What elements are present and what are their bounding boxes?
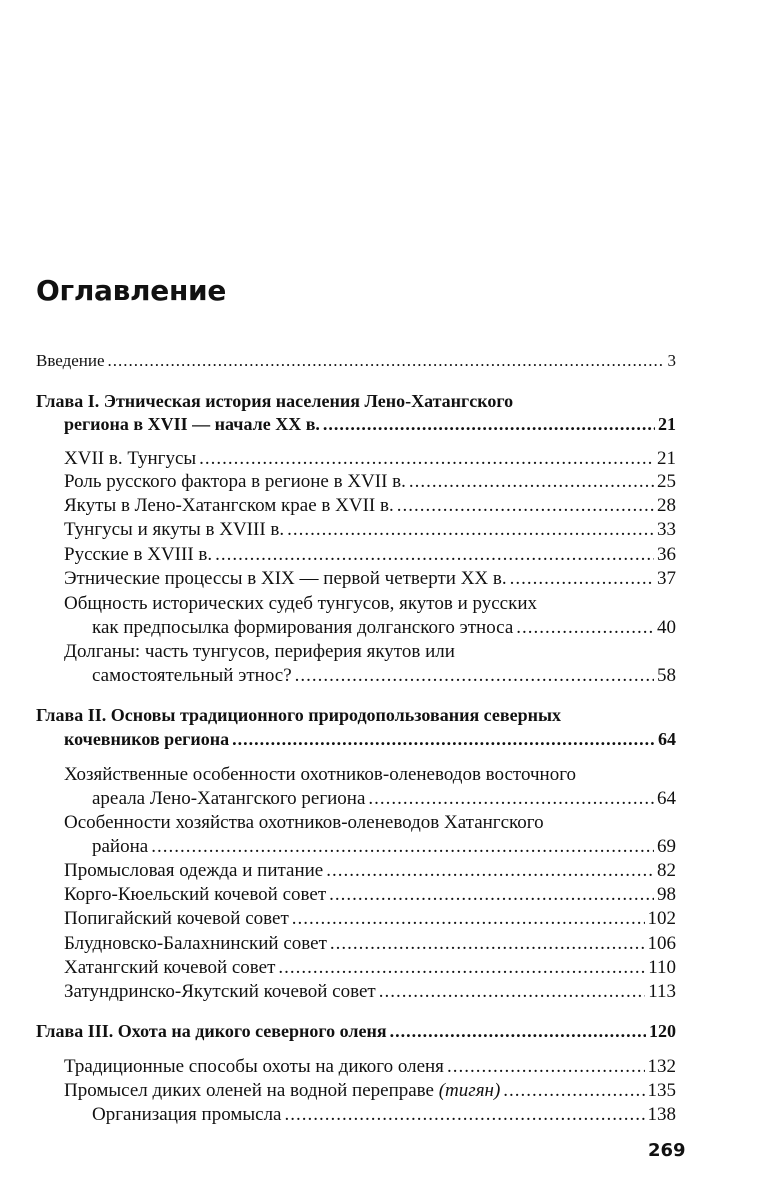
leader-dots (326, 859, 654, 883)
toc-entry-intro (36, 349, 676, 373)
toc-entry-title: самостоятельный этнос? (92, 665, 292, 686)
toc-entry-title: Традиционные способы охоты на дикого оленя (64, 1056, 444, 1077)
leader-dots (108, 349, 665, 373)
toc-entry-page: 113 (648, 981, 676, 1002)
toc-entry-page: 64 (657, 788, 676, 809)
toc-entry-title-italic: (тигян) (438, 1080, 501, 1101)
leader-dots (447, 1055, 645, 1079)
toc-entry (64, 956, 676, 980)
toc-entry (64, 883, 676, 907)
toc-entry-title: Блудновско-Балахнинский совет (64, 933, 327, 954)
toc-entry-page: 58 (657, 665, 676, 686)
leader-dots (409, 470, 654, 494)
leader-dots (510, 567, 654, 591)
leader-dots (329, 883, 654, 907)
toc-entry-line1: Особенности хозяйства охотников-оленеводов Хатангского (64, 812, 544, 833)
toc-entry (92, 787, 676, 811)
toc-entry-page: 102 (647, 908, 676, 929)
toc-entry-title: Русские в XVIII в. (64, 544, 213, 565)
toc-chapter-1-line1: Глава I. Этническая история населения Лено-Хатангского (36, 391, 514, 411)
leader-dots (199, 447, 654, 471)
toc-entry-title: Этнические процессы в XIX — первой четверти XX в. (64, 568, 507, 589)
toc-entry (64, 932, 676, 956)
toc-chapter-2-line1: Глава II. Основы традиционного природопользования северных (36, 705, 562, 725)
toc-entry-title: Попигайский кочевой совет (64, 908, 289, 929)
toc-entry-page: 3 (667, 351, 676, 370)
toc-entry-page: 21 (657, 448, 676, 469)
toc-entry (64, 447, 676, 471)
toc-entry-title: региона в XVII — начале XX в. (64, 414, 320, 434)
toc-chapter-2 (64, 727, 676, 751)
toc-entry-page: 135 (647, 1080, 676, 1101)
toc-entry (92, 1103, 676, 1127)
toc-entry-title: района (92, 836, 149, 857)
toc-entry (64, 518, 676, 542)
leader-dots (379, 980, 646, 1004)
page-title: Оглавление (36, 274, 227, 307)
page-number: 269 (648, 1140, 686, 1161)
toc-entry-title: Введение (36, 351, 105, 370)
leader-dots (292, 907, 645, 931)
toc-entry-title: Организация промысла (92, 1104, 282, 1125)
leader-dots (397, 494, 654, 518)
toc-entry-line1: Хозяйственные особенности охотников-оленеводов восточного (64, 764, 577, 785)
leader-dots (278, 956, 645, 980)
toc-entry-line1: Долганы: часть тунгусов, периферия якутов или (64, 641, 455, 662)
toc-entry-title: Затундринско-Якутский кочевой совет (64, 981, 376, 1002)
toc-entry-title: кочевников региона (64, 729, 230, 749)
toc-entry-page: 64 (658, 729, 676, 749)
toc-entry-title: Корго-Кюельский кочевой совет (64, 884, 327, 905)
leader-dots (151, 835, 654, 859)
leader-dots (323, 412, 655, 436)
toc-entry-page: 110 (648, 957, 676, 978)
toc-entry-title: Роль русского фактора в регионе в XVII в. (64, 471, 406, 492)
toc-entry-page: 106 (647, 933, 676, 954)
toc-entry-page: 33 (657, 519, 676, 540)
toc-entry-page: 132 (647, 1056, 676, 1077)
toc-entry-page: 21 (658, 414, 676, 434)
leader-dots (295, 664, 654, 688)
toc-entry-page: 40 (657, 617, 676, 638)
toc-entry-page: 98 (657, 884, 676, 905)
leader-dots (368, 787, 654, 811)
leader-dots (390, 1019, 646, 1043)
toc-entry (92, 664, 676, 688)
toc-entry-title (64, 1079, 500, 1103)
toc-entry (64, 567, 676, 591)
toc-chapter-3 (36, 1019, 676, 1043)
toc-entry-page: 82 (657, 860, 676, 881)
toc-entry-title: Тунгусы и якуты в XVIII в. (64, 519, 285, 540)
leader-dots (330, 932, 645, 956)
toc-entry-page: 37 (657, 568, 676, 589)
toc-entry (64, 543, 676, 567)
toc-entry-title: Хатангский кочевой совет (64, 957, 276, 978)
leader-dots (503, 1079, 644, 1103)
toc-entry-title-main: Промысел диких оленей на водной переправе (64, 1080, 434, 1101)
toc-entry (92, 616, 676, 640)
toc-entry (64, 470, 676, 494)
toc-entry-title: ареала Лено-Хатангского региона (92, 788, 366, 809)
toc-entry-page: 69 (657, 836, 676, 857)
toc-entry-title: XVII в. Тунгусы (64, 448, 197, 469)
leader-dots (232, 727, 655, 751)
toc-entry (64, 494, 676, 518)
toc-entry (64, 907, 676, 931)
toc-entry-title: как предпосылка формирования долганского этноса (92, 617, 514, 638)
toc-entry (64, 980, 676, 1004)
leader-dots (215, 543, 654, 567)
leader-dots (285, 1103, 645, 1127)
toc-entry-page: 138 (647, 1104, 676, 1125)
leader-dots (287, 518, 654, 542)
toc-entry-title: Глава III. Охота на дикого северного оленя (36, 1021, 387, 1041)
toc-entry-line1: Общность исторических судеб тунгусов, якутов и русских (64, 593, 538, 614)
toc-entry-page: 36 (657, 544, 676, 565)
toc-entry-title: Промысловая одежда и питание (64, 860, 324, 881)
toc-entry-page: 120 (649, 1021, 676, 1041)
toc-entry-page: 25 (657, 471, 676, 492)
toc-entry (64, 1055, 676, 1079)
toc-entry (64, 859, 676, 883)
toc-entry-page: 28 (657, 495, 676, 516)
leader-dots (516, 616, 654, 640)
toc-entry (92, 835, 676, 859)
toc-entry-title: Якуты в Лено-Хатангском крае в XVII в. (64, 495, 394, 516)
toc-chapter-1 (64, 412, 676, 436)
toc-entry (64, 1079, 676, 1103)
